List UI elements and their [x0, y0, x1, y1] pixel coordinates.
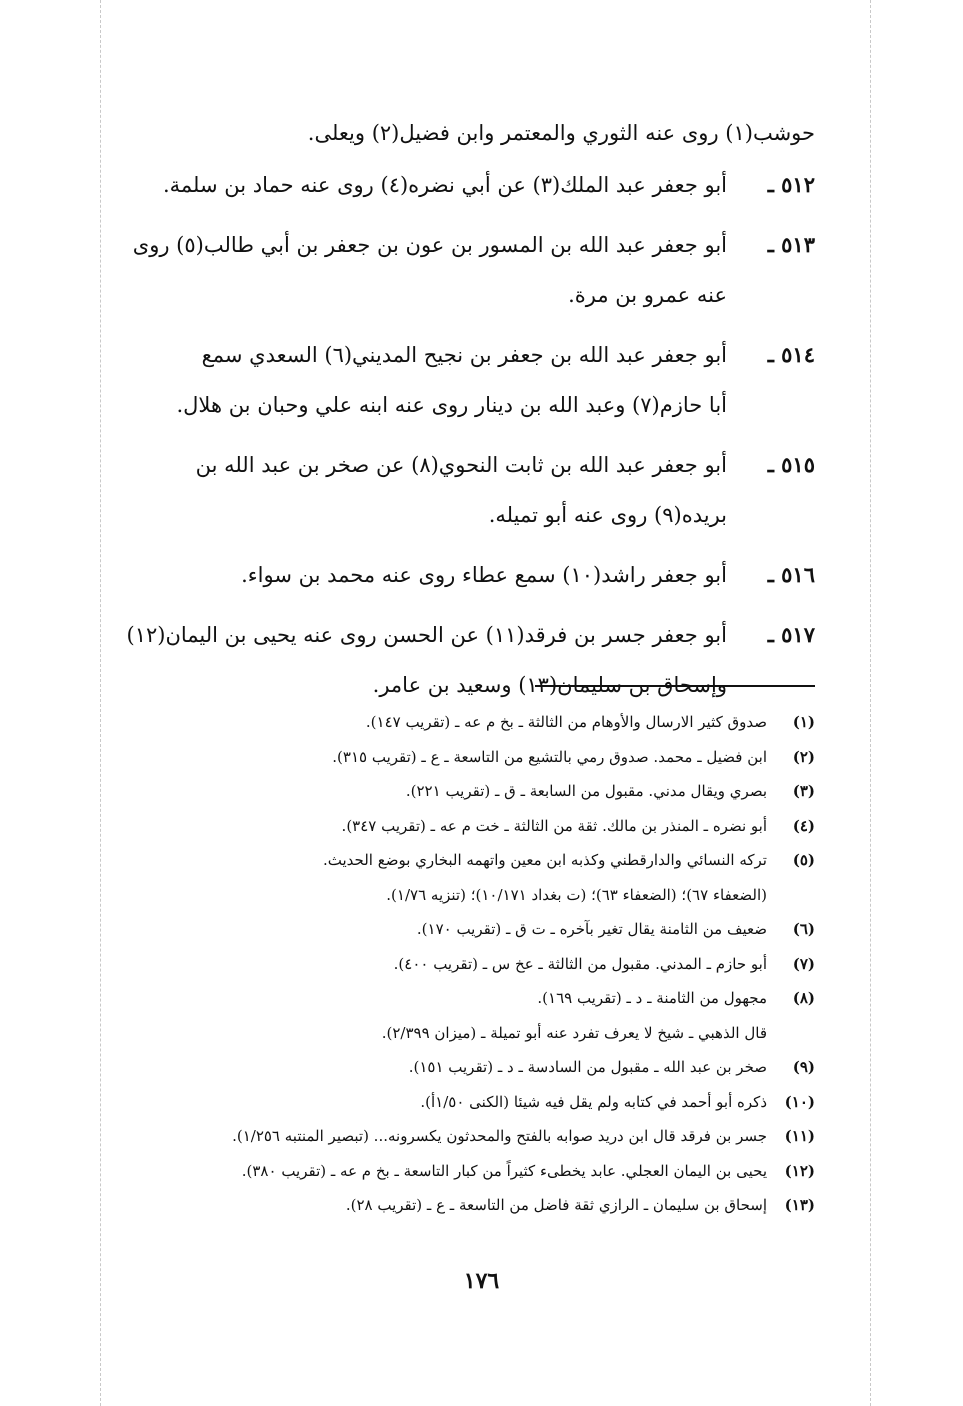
footnote-number: (١)	[792, 713, 815, 731]
entry-number: ٥١٧ ـ	[767, 622, 815, 647]
footnote-text: جسر بن فرقد قال ابن دريد صوابه بالفتح والمحدثون يكسرونه... (تبصير المنتبه ١/٢٥٦).	[232, 1127, 767, 1145]
footnote-number: (٤)	[792, 816, 815, 835]
entry-number: ٥١٣ ـ	[767, 232, 815, 257]
footnote-number: (٧)	[792, 954, 815, 973]
scan-guide-line-right	[870, 0, 871, 1406]
footnote-4	[125, 809, 815, 844]
footnote-number: (٥)	[792, 851, 815, 869]
entry-513	[125, 220, 815, 320]
footnote-number: (١٣)	[784, 1196, 815, 1214]
footnote-number: (٢)	[792, 747, 815, 766]
footnote-number: (٨)	[792, 989, 815, 1007]
footnote-text: إسحاق بن سليمان ـ الرازي ثقة فاضل من التاسعة ـ ع ـ (تقريب ٢٨).	[345, 1196, 767, 1214]
footnote-text: مجهول من الثامنة ـ د ـ (تقريب ١٦٩).	[537, 989, 767, 1007]
footnotes	[125, 705, 815, 1223]
footnote-5	[125, 843, 815, 878]
entry-515	[125, 440, 815, 540]
footnote-7	[125, 947, 815, 982]
entry-516	[125, 550, 815, 600]
footnote-text: تركه النسائي والدارقطني وكذبه ابن معين واتهمه البخاري بوضع الحديث.	[323, 851, 767, 869]
entry-text: أبو جعفر عبد الله بن المسور بن عون بن جعفر بن أبي طالب(٥) روى	[132, 233, 727, 257]
entry-body	[125, 330, 727, 430]
entry-number: ٥١٥ ـ	[767, 452, 815, 477]
footnote-2	[125, 740, 815, 775]
footnote-text: يحيى بن اليمان العجلي. عابد يخطىء كثيراً من كبار التاسعة ـ بخ م عه ـ (تقريب ٣٨٠).	[241, 1161, 767, 1180]
footnote-text: صخر بن عبد الله ـ مقبول من السادسة ـ د ـ (تقريب ١٥١).	[408, 1058, 767, 1076]
entry-continuation: بريده(٩) روى عنه أبو تميله.	[488, 503, 727, 527]
scan-guide-line-left	[100, 0, 101, 1406]
main-text	[125, 108, 815, 710]
entry-continuation: عنه عمرو بن مرة.	[568, 283, 727, 307]
footnote-8	[125, 981, 815, 1016]
entry-continuation: أبا حازم(٧) وعبد الله بن دينار روى عنه ابنه علي وحبان بن هلال.	[176, 393, 727, 417]
footnote-text: ضعيف من الثامنة يقال تغير بآخره ـ ت ق ـ (تقريب ١٧٠).	[416, 920, 767, 938]
entry-text: أبو جعفر جسر بن فرقد(١١) عن الحسن روى عنه يحيى بن اليمان(١٢)	[126, 623, 727, 647]
footnote-text: صدوق كثير الارسال والأوهام من الثالثة ـ بخ م عه ـ (تقريب ١٤٧).	[365, 713, 767, 731]
footnote-11	[125, 1119, 815, 1154]
entry-514	[125, 330, 815, 430]
footnote-number: (٣)	[792, 782, 815, 800]
entry-number: ٥١٤ ـ	[767, 342, 815, 367]
entry-body	[125, 220, 727, 320]
entry-517	[125, 610, 815, 710]
footnote-text: ابن فضيل ـ محمد. صدوق رمي بالتشيع من التاسعة ـ ع ـ (تقريب ٣١٥).	[332, 747, 767, 766]
footnote-1	[125, 705, 815, 740]
footnote-10	[125, 1085, 815, 1120]
entry-continuation-top	[125, 108, 815, 158]
entry-text: أبو جعفر راشد(١٠) سمع عطاء روى عنه محمد بن سواء.	[241, 563, 727, 587]
entry-continuation: وإسحاق بن سليمان(١٣) وسعيد بن عامر.	[372, 673, 727, 697]
footnote-text: أبو حازم ـ المدني. مقبول من الثالثة ـ عخ س ـ (تقريب ٤٠٠).	[393, 954, 767, 973]
footnote-3	[125, 774, 815, 809]
footnote-text: بصري ويقال مدني. مقبول من السابعة ـ ق ـ (تقريب ٢٢١).	[405, 782, 767, 800]
entry-body	[125, 440, 727, 540]
entry-number: ٥١٢ ـ	[767, 172, 815, 197]
entry-text: أبو جعفر عبد الله بن ثابت النحوي(٨) عن صخر بن عبد الله بن	[195, 453, 727, 477]
footnote-6	[125, 912, 815, 947]
entry-512	[125, 160, 815, 210]
footnote-number: (٩)	[792, 1058, 815, 1076]
footnote-text: أبو نضره ـ المنذر بن مالك. ثقة من الثالثة ـ خت م عه ـ (تقريب ٣٤٧).	[341, 816, 767, 835]
footnote-12	[125, 1154, 815, 1189]
footnote-separator	[535, 685, 815, 687]
footnote-9	[125, 1050, 815, 1085]
footnote-text: ذكره أبو أحمد في كتابه ولم يقل فيه شيئا (الكنى ١/٥٠أ).	[420, 1092, 767, 1111]
entry-text: أبو جعفر عبد الله بن جعفر بن نجيح المديني(٦) السعدي سمع	[201, 343, 727, 367]
entry-number: ٥١٦ ـ	[767, 562, 815, 587]
footnote-number: (١١)	[784, 1127, 815, 1145]
footnote-13	[125, 1188, 815, 1223]
entry-text: أبو جعفر عبد الملك(٣) عن أبي نضره(٤) روى عنه حماد بن سلمة.	[162, 173, 727, 197]
footnote-number: (٦)	[792, 920, 815, 938]
entry-text: حوشب(١) روى عنه الثوري والمعتمر وابن فضيل(٢) ويعلى.	[307, 121, 815, 145]
entry-body	[125, 610, 727, 710]
footnote-number: (١٠)	[784, 1092, 815, 1111]
footnote-number: (١٢)	[784, 1161, 815, 1180]
footnote-8-continuation: قال الذهبي ـ شيخ لا يعرف تفرد عنه أبو تميلة ـ (ميزان ٢/٣٩٩).	[381, 1023, 767, 1042]
footnote-5-continuation: (الضعفاء ٦٧)؛ (الضعفاء ٦٣)؛ (ت بغداد ١٠/١٧١)؛ (تنزيه ١/٧٦).	[386, 885, 767, 904]
page-number: ١٧٦	[463, 1268, 500, 1294]
